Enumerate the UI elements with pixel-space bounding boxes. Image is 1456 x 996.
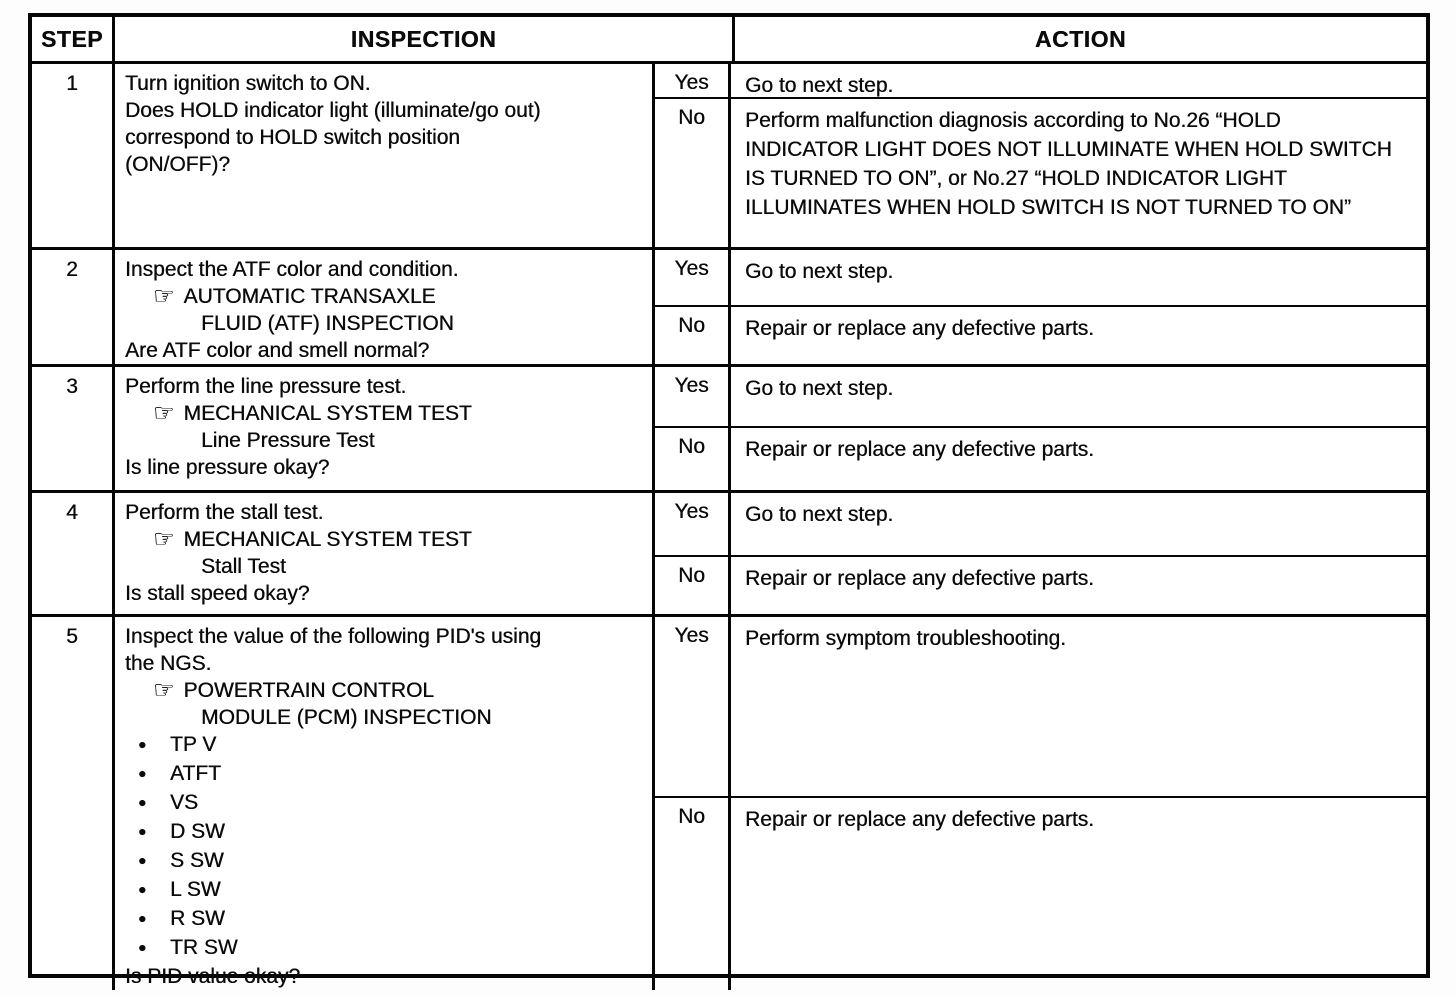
table-row: [32, 250, 1426, 367]
pid-label: R SW: [170, 907, 225, 930]
reference-line-continued: MODULE (PCM) INSPECTION: [201, 706, 492, 729]
inspection-line: correspond to HOLD switch position: [125, 126, 460, 149]
bullet-icon: ●: [138, 765, 147, 781]
yes-label: Yes: [655, 64, 731, 97]
action-text: Go to next step.: [745, 377, 894, 400]
table-row: [32, 64, 1426, 250]
step-number: 1: [32, 64, 115, 247]
yes-branch: [655, 617, 1426, 798]
pid-list-item: [125, 731, 644, 760]
action-text: Perform symptom troubleshooting.: [745, 627, 1066, 650]
action-cell: [731, 428, 1426, 490]
inspection-line: the NGS.: [125, 652, 212, 675]
action-text: Repair or replace any defective parts.: [745, 438, 1095, 461]
inspection-line: Perform the stall test.: [125, 501, 324, 524]
inspection-question: Are ATF color and smell normal?: [125, 339, 430, 362]
action-cell: [731, 493, 1426, 555]
no-branch: [655, 428, 1426, 490]
inspection-cell: [115, 250, 655, 364]
yes-branch: [655, 64, 1426, 99]
inspection-question: Is stall speed okay?: [125, 582, 310, 605]
header-inspection: INSPECTION: [115, 17, 735, 61]
bullet-icon: ●: [138, 881, 147, 897]
yes-label: Yes: [655, 367, 731, 426]
yes-label: Yes: [655, 250, 731, 305]
no-branch: [655, 798, 1426, 990]
reference-text: AUTOMATIC TRANSAXLE: [183, 285, 436, 308]
branches: [655, 617, 1426, 990]
action-cell: [731, 617, 1426, 796]
no-branch: [655, 557, 1426, 614]
action-text: Repair or replace any defective parts.: [745, 317, 1095, 340]
no-label: No: [655, 307, 731, 364]
table-header-row: [32, 17, 1426, 64]
inspection-cell: [115, 367, 655, 490]
reference-line-continued: Stall Test: [201, 555, 286, 578]
pid-label: D SW: [170, 820, 225, 843]
branches: [655, 493, 1426, 614]
bullet-icon: ●: [138, 736, 147, 752]
pointing-hand-icon: ☞: [153, 400, 175, 427]
action-text: Repair or replace any defective parts.: [745, 808, 1095, 831]
inspection-line: Turn ignition switch to ON.: [125, 72, 371, 95]
yes-label: Yes: [655, 493, 731, 555]
action-cell: [731, 367, 1426, 426]
bullet-icon: ●: [138, 852, 147, 868]
table-row: [32, 493, 1426, 617]
step-number: 2: [32, 250, 115, 364]
no-branch: [655, 99, 1426, 247]
inspection-line: Perform the line pressure test.: [125, 375, 407, 398]
no-label: No: [655, 428, 731, 490]
header-step: STEP: [32, 17, 115, 61]
bullet-icon: ●: [138, 794, 147, 810]
action-text: Go to next step.: [745, 74, 894, 97]
reference-line: [153, 526, 644, 553]
action-cell: [731, 99, 1426, 247]
yes-branch: [655, 367, 1426, 428]
reference-line: [153, 283, 644, 310]
pointing-hand-icon: ☞: [153, 283, 175, 310]
pid-list-item: [125, 934, 644, 963]
inspection-line: (ON/OFF)?: [125, 153, 230, 176]
inspection-line: Inspect the value of the following PID's using: [125, 625, 542, 648]
step-number: 3: [32, 367, 115, 490]
action-text: Repair or replace any defective parts.: [745, 567, 1095, 590]
step-number: 5: [32, 617, 115, 990]
branches: [655, 64, 1426, 247]
branches: [655, 367, 1426, 490]
pid-list-item: [125, 847, 644, 876]
inspection-question: Is line pressure okay?: [125, 456, 330, 479]
inspection-question: Is PID value okay?: [125, 965, 301, 988]
pid-list-item: [125, 818, 644, 847]
pid-label: TR SW: [170, 936, 238, 959]
inspection-cell: [115, 64, 655, 247]
action-text: Go to next step.: [745, 260, 894, 283]
reference-line-continued: Line Pressure Test: [201, 429, 375, 452]
table-row: [32, 367, 1426, 493]
bullet-icon: ●: [138, 939, 147, 955]
action-text: Go to next step.: [745, 503, 894, 526]
no-branch: [655, 307, 1426, 364]
reference-text: POWERTRAIN CONTROL: [183, 679, 434, 702]
troubleshooting-table: [28, 13, 1430, 988]
pid-list-item: [125, 789, 644, 818]
inspection-line: Inspect the ATF color and condition.: [125, 258, 459, 281]
pid-list-item: [125, 905, 644, 934]
no-label: No: [655, 99, 731, 247]
action-cell: [731, 798, 1426, 990]
inspection-line: Does HOLD indicator light (illuminate/go out): [125, 99, 541, 122]
table-row: [32, 617, 1426, 990]
reference-line: [153, 400, 644, 427]
reference-line-continued: FLUID (ATF) INSPECTION: [201, 312, 454, 335]
yes-branch: [655, 250, 1426, 307]
yes-branch: [655, 493, 1426, 557]
pid-list-item: [125, 876, 644, 905]
inspection-cell: [115, 493, 655, 614]
pid-label: S SW: [170, 849, 224, 872]
yes-label: Yes: [655, 617, 731, 796]
pointing-hand-icon: ☞: [153, 526, 175, 553]
header-action: ACTION: [1034, 25, 1127, 52]
bullet-icon: ●: [138, 910, 147, 926]
inspection-cell: [115, 617, 655, 990]
bullet-icon: ●: [138, 823, 147, 839]
branches: [655, 250, 1426, 364]
reference-text: MECHANICAL SYSTEM TEST: [183, 402, 472, 425]
pointing-hand-icon: ☞: [153, 677, 175, 704]
pid-label: TP V: [170, 733, 217, 756]
reference-text: MECHANICAL SYSTEM TEST: [183, 528, 472, 551]
pid-label: ATFT: [170, 762, 221, 785]
reference-line: [153, 677, 644, 704]
pid-list-item: [125, 760, 644, 789]
action-cell: [731, 307, 1426, 364]
no-label: No: [655, 557, 731, 614]
no-label: No: [655, 798, 731, 990]
action-cell: [731, 557, 1426, 614]
action-cell: [731, 64, 1426, 97]
action-cell: [731, 250, 1426, 305]
step-number: 4: [32, 493, 115, 614]
action-text: Perform malfunction diagnosis according to No.26 “HOLD INDICATOR LIGHT DOES NOT ILLUMINATE WHEN HOLD SWITCH IS TURNED TO ON”, or No.27 “HOLD INDICATOR LIGHT ILLUMINATES WHEN HOLD SWITCH IS NOT TURNED TO ON”: [745, 109, 1392, 219]
pid-label: L SW: [170, 878, 221, 901]
pid-label: VS: [170, 791, 199, 814]
